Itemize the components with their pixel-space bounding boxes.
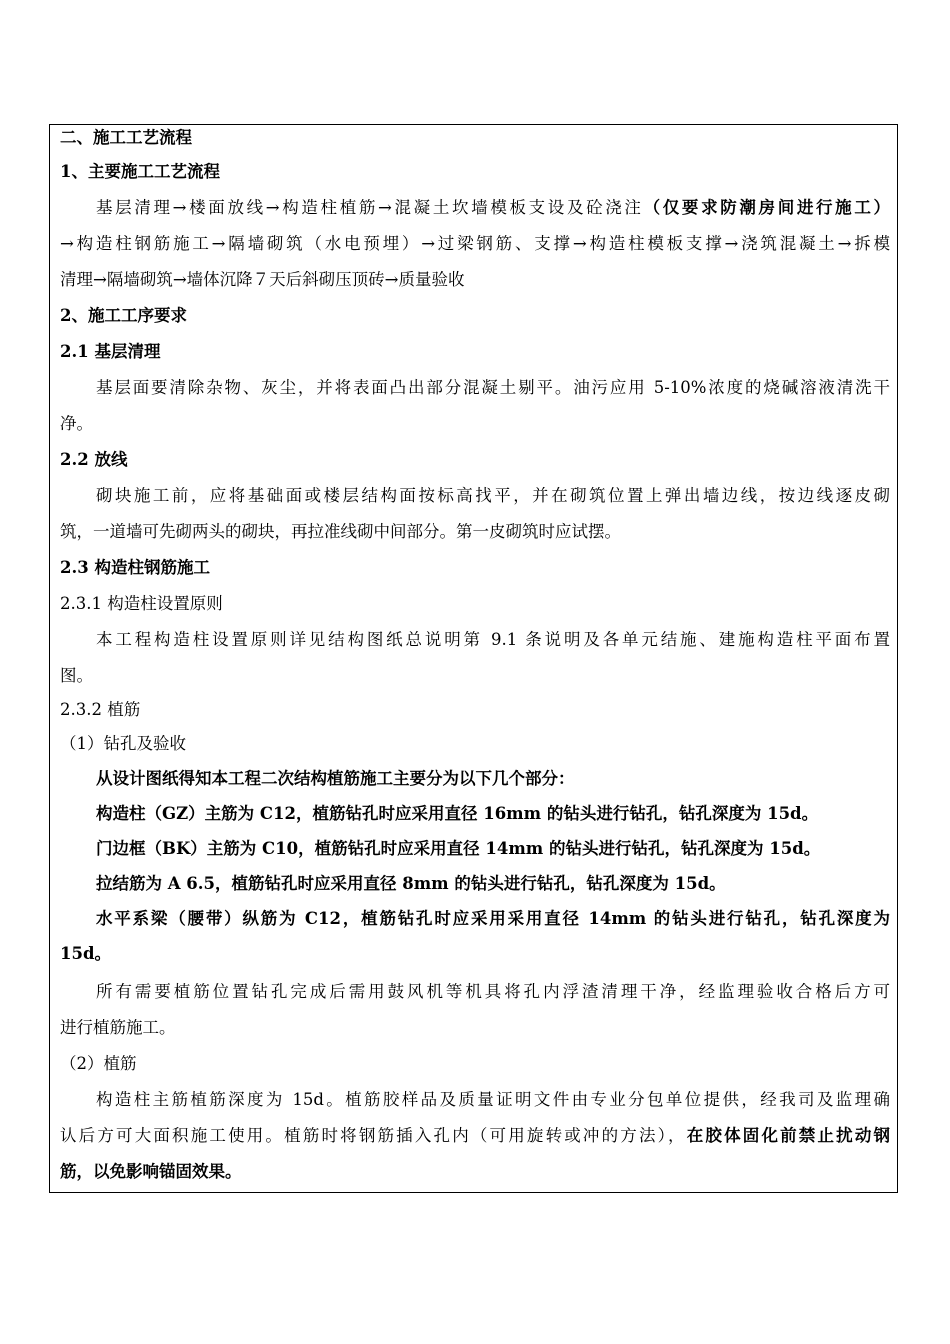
heading-base-cleaning: 2.1 基层清理 xyxy=(60,342,161,361)
bold-line-beam-1: 水平系梁（腰带）纵筋为 C12，植筋钻孔时应采用采用直径 14mm 的钻头进行钻孔，钻孔深度为 xyxy=(96,909,890,928)
planting-line-2-text: 认后方可大面积施工使用。植筋时将钢筋插入孔内（可用旋转或冲的方法）， xyxy=(60,1126,687,1145)
process-line-1-note: （仅要求防潮房间进行施工） xyxy=(643,198,891,217)
layout-lines-line-2: 筑，一道墙可先砌两头的砌块，再拉准线砌中间部分。第一皮砌筑时应试摆。 xyxy=(60,522,621,541)
base-cleaning-line-1: 基层面要清除杂物、灰尘，并将表面凸出部分混凝土剔平。油污应用 5-10%浓度的烧碱溶液清洗干 xyxy=(96,378,890,397)
column-principles-line-2: 图。 xyxy=(60,666,93,685)
drilling-cleanup-line-1: 所有需要植筋位置钻孔完成后需用鼓风机等机具将孔内浮渣清理干净，经监理验收合格后方可 xyxy=(96,982,890,1001)
process-line-1-text: 基层清理→楼面放线→构造柱植筋→混凝土坎墙模板支设及砼浇注 xyxy=(96,198,644,217)
layout-lines-line-1: 砌块施工前，应将基础面或楼层结构面按标高找平，并在砌筑位置上弹出墙边线，按边线逐皮砌 xyxy=(96,486,890,505)
heading-planting: （2）植筋 xyxy=(60,1054,137,1073)
process-line-1 xyxy=(60,198,890,218)
planting-line-3: 筋，以免影响锚固效果。 xyxy=(60,1162,242,1181)
section-title: 二、施工工艺流程 xyxy=(60,128,192,147)
heading-rebar-planting: 2.3.2 植筋 xyxy=(60,700,141,719)
process-line-3: 清理→隔墙砌筑→墙体沉降７天后斜砌压顶砖→质量验收 xyxy=(60,270,465,289)
heading-drilling-acceptance: （1）钻孔及验收 xyxy=(60,734,186,753)
planting-line-2-bold: 在胶体固化前禁止扰动钢 xyxy=(686,1126,891,1145)
heading-main-process: 1、主要施工工艺流程 xyxy=(60,162,220,181)
planting-line-1: 构造柱主筋植筋深度为 15d。植筋胶样品及质量证明文件由专业分包单位提供，经我司及监理确 xyxy=(96,1090,890,1109)
heading-column-principles: 2.3.1 构造柱设置原则 xyxy=(60,594,223,613)
bold-line-tie-bar: 拉结筋为 A 6.5，植筋钻孔时应采用直径 8mm 的钻头进行钻孔，钻孔深度为 15d。 xyxy=(96,874,726,893)
heading-process-requirements: 2、施工工序要求 xyxy=(60,306,187,325)
heading-layout-lines: 2.2 放线 xyxy=(60,450,128,469)
heading-column-rebar: 2.3 构造柱钢筋施工 xyxy=(60,558,210,577)
planting-line-2 xyxy=(60,1126,890,1146)
bold-line-parts: 从设计图纸得知本工程二次结构植筋施工主要分为以下几个部分： xyxy=(96,769,575,788)
bold-line-gz: 构造柱（GZ）主筋为 C12，植筋钻孔时应采用直径 16mm 的钻头进行钻孔，钻孔深度为 15d。 xyxy=(96,804,819,823)
drilling-cleanup-line-2: 进行植筋施工。 xyxy=(60,1018,176,1037)
base-cleaning-line-2: 净。 xyxy=(60,414,93,433)
bold-line-bk: 门边框（BK）主筋为 C10，植筋钻孔时应采用直径 14mm 的钻头进行钻孔，钻孔深度为 15d。 xyxy=(96,839,821,858)
column-principles-line-1: 本工程构造柱设置原则详见结构图纸总说明第 9.1 条说明及各单元结施、建施构造柱平面布置 xyxy=(96,630,890,649)
process-line-2: →构造柱钢筋施工→隔墙砌筑（水电预埋）→过梁钢筋、支撑→构造柱模板支撑→浇筑混凝土→拆模 xyxy=(60,234,890,253)
bold-line-beam-2: 15d。 xyxy=(60,944,111,963)
